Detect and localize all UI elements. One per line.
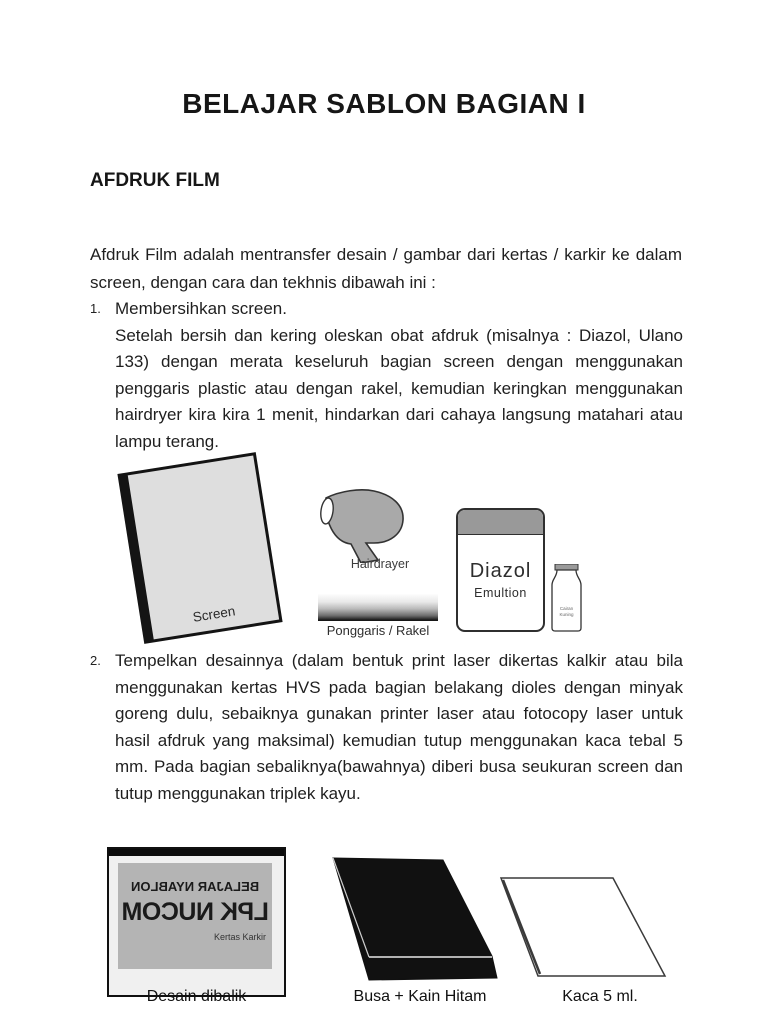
page-title: BELAJAR SABLON BAGIAN I — [182, 88, 586, 119]
squeegee-illustration — [318, 594, 438, 621]
squeegee-label: Ponggaris / Rakel — [326, 623, 430, 638]
step-2-content — [115, 648, 683, 807]
step-2-number: 2. — [90, 653, 101, 668]
step-1 — [90, 296, 683, 455]
hairdryer-label: Hairdrayer — [350, 557, 410, 571]
bottle-label-line1: Cairan — [559, 606, 574, 611]
diazol-subtitle: Emultion — [474, 586, 527, 600]
step-1-body: Setelah bersih dan kering oleskan obat afdruk (misalnya : Diazol, Ulano 133) dengan merata keseluruh bagian screen dengan menggunakan penggaris plastic atau dengan rakel, kemudian keringkan menggunakan hairdryer kira kira 1 menit, hindarkan dari cahaya langsung matahari atau lampu terang. — [115, 325, 683, 451]
caption-foam: Busa + Kain Hitam — [353, 988, 487, 1005]
bottle-cap — [555, 564, 578, 570]
diazol-top-band — [458, 510, 543, 535]
step-1-title: Membersihkan screen. — [115, 299, 287, 318]
screen-illustration — [117, 452, 282, 644]
bottle-label-line2: Kuning — [559, 612, 574, 617]
step-1-content — [115, 296, 683, 455]
intro-paragraph: Afdruk Film adalah mentransfer desain / gambar dari kertas / karkir ke dalam screen, dengan cara dan tekhnis dibawah ini : — [90, 245, 682, 292]
hairdryer-illustration — [316, 487, 412, 563]
glass-sheet-illustration — [490, 868, 675, 983]
screen-label: Screen — [191, 603, 237, 625]
caption-glass: Kaca 5 ml. — [562, 988, 638, 1005]
step-1-number: 1. — [90, 301, 101, 316]
kertas-karkir-label: Kertas Karkir — [213, 932, 266, 942]
section-heading: AFDRUK FILM — [90, 170, 220, 191]
caption-design: Desain dibalik — [146, 988, 247, 1005]
sensitizer-bottle-illustration — [551, 564, 582, 633]
diazol-emulsion-illustration — [456, 508, 545, 632]
design-box-top-edge — [109, 849, 284, 856]
design-paper — [118, 863, 272, 969]
reversed-design-illustration — [107, 847, 286, 997]
foam-slab — [333, 858, 497, 980]
diazol-title: Diazol — [469, 560, 532, 582]
step-2-body: Tempelkan desainnya (dalam bentuk print laser dikertas kalkir atau bila menggunakan kertas HVS pada bagian belakang dioles dengan minyak goreng dulu, sebaiknya gunakan printer laser atau fotocopy laser untuk hasil afdruk yang maksimal) kemudian tutup menggunakan kaca tebal 5 mm. Pada bagian sebaliknya(bawahnya) diberi busa seukuran screen dan tutup menggunakan triplek kayu. — [115, 651, 683, 803]
hairdryer-body — [326, 490, 403, 563]
mirrored-text-line1: BELAJAR NYABLON — [130, 879, 260, 894]
glass-outline — [501, 878, 665, 976]
step-2 — [90, 648, 683, 807]
mirrored-text-line2: LPK NUCOM — [121, 898, 269, 926]
foam-black-cloth-illustration — [320, 850, 510, 985]
bottle-body — [552, 570, 581, 631]
